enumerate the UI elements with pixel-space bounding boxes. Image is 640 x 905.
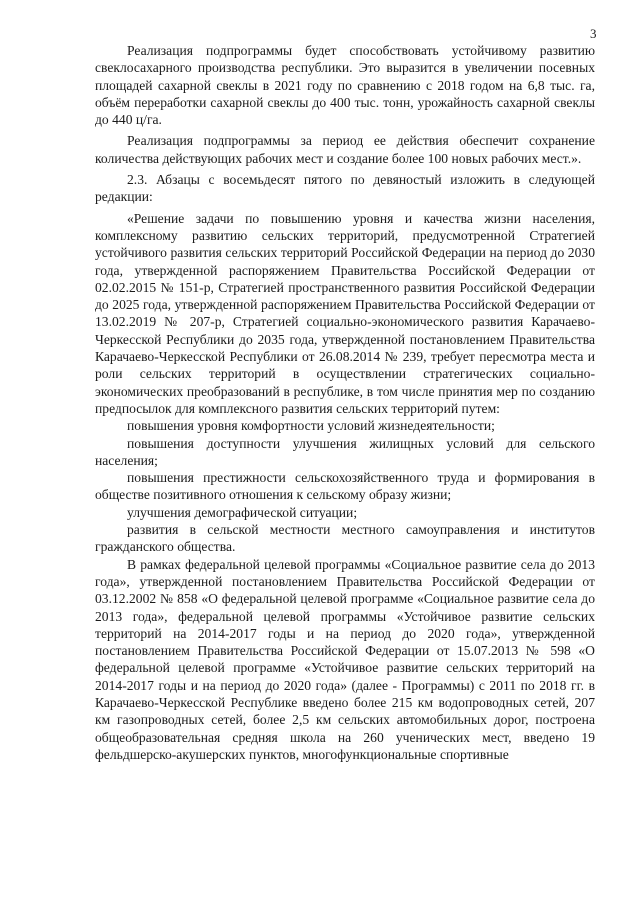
paragraph-federal-programs: В рамках федеральной целевой программы «Социальное развитие села до 2013 года», утвержденной постановлением Правительства Российской Федерации от 03.12.2002 № 858 «О федеральной целевой программе «Социальное развитие села до 2013 года», федеральной целевой программы «Устойчивое развитие сельских территорий на 2014-2017 годы и на период до 2020 года», утвержденной постановлением Правительства Российской Федерации от 15.07.2013 № 598 «О федеральной целевой программе «Устойчивое развитие сельских территорий на 2014-2017 годы и на период до 2020 года» (далее - Программы) с 2011 по 2018 гг. в Карачаево-Черкесской Республике введено более 215 км водопроводных сетей, 207 км газопроводных сетей, более 2,5 км сельских автомобильных дорог, построена общеобразовательная средняя школа на 260 ученических мест, введено 19 фельдшерско-акушерских пунктов, многофункциональные спортивные [95,556,595,762]
list-item-housing: повышения доступности улучшения жилищных условий для сельского населения; [95,435,595,468]
paragraph-jobs: Реализация подпрограммы за период ее действия обеспечит сохранение количества действующих рабочих мест и создание более 100 новых рабочих мест.». [95,133,595,166]
paragraph-rural-strategy: «Решение задачи по повышению уровня и качества жизни населения, комплексному развитию сельских территорий, предусмотренной Стратегией устойчивого развития сельских территорий Российской Федерации на период до 2030 года, утвержденной распоряжением Правительства Российской Федерации от 02.02.2015 № 151-р, Стратегией пространственного развития Российской Федерации до 2025 года, утвержденной распоряжением Правительства Российской Федерации от 13.02.2019 № 207-р, Стратегией социально-экономического развития Карачаево-Черкесской Республики до 2035 года, утвержденной постановлением Правительства Карачаево-Черкесской Республики от 26.08.2014 № 239, требует пересмотра места и роли сельских территорий в осуществлении стратегических социально-экономических преобразований в республике, в том числе принятия мер по созданию предпосылок для комплексного развития сельских территорий путем: [95,210,595,416]
list-item-comfort: повышения уровня комфортности условий жизнедеятельности; [127,418,495,434]
list-item-demography: улучшения демографической ситуации; [127,504,358,520]
list-item-self-government: развития в сельской местности местного самоуправления и институтов гражданского общества. [95,522,595,555]
paragraph-amendment-2-3: 2.3. Абзацы с восемьдесят пятого по девяностый изложить в следующей редакции: [95,172,595,205]
paragraph-subprogram-effect: Реализация подпрограммы будет способствовать устойчивому развитию свеклосахарного производства республики. Это выразится в увеличении посевных площадей сахарной свеклы в 2021 году по сравнению с 2018 годом на 6,8 тыс. га, объём переработки сахарной свеклы до 400 тыс. тонн, урожайность сахарной свеклы до 440 ц/га. [95,43,595,128]
document-body [95,42,595,763]
list-item-prestige: повышения престижности сельскохозяйственного труда и формирования в обществе позитивного отношения к сельскому образу жизни; [95,470,595,503]
page-number: 3 [590,26,597,41]
